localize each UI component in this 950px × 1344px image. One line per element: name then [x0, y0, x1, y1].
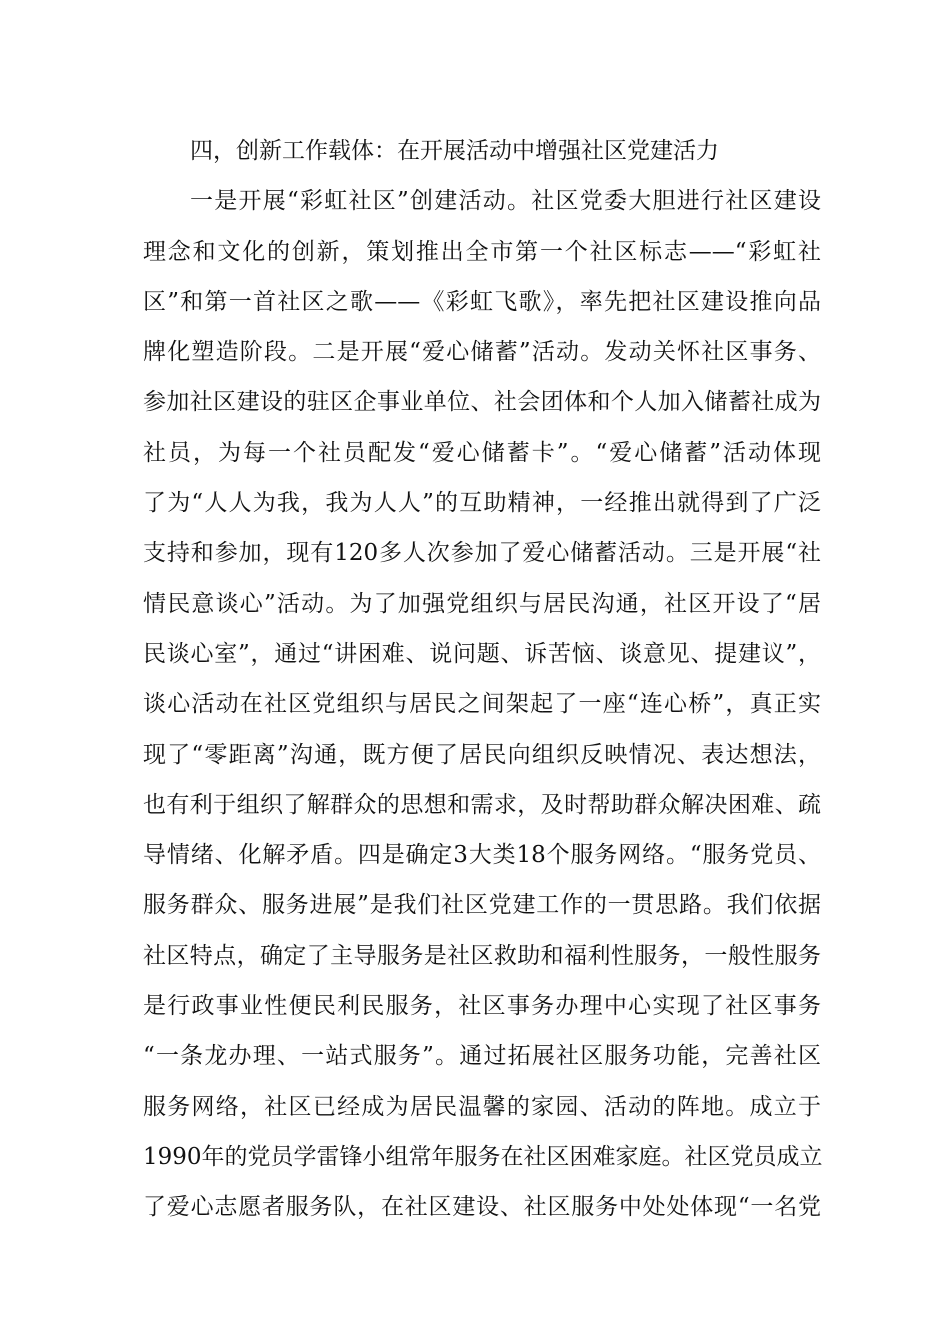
- paragraph-line: 民谈心室”，通过“讲困难、说问题、诉苦恼、谈意见、提建议”，: [143, 640, 821, 667]
- paragraph-line: 社员，为每一个社员配发“爱心储蓄卡”。“爱心储蓄”活动体现: [143, 439, 821, 466]
- paragraph-line: 1990年的党员学雷锋小组常年服务在社区困难家庭。社区党员成立: [143, 1143, 823, 1170]
- paragraph-line: 情民意谈心”活动。为了加强党组织与居民沟通，社区开设了“居: [143, 590, 821, 617]
- paragraph-line: 社区特点，确定了主导服务是社区救助和福利性服务，一般性服务: [143, 942, 821, 969]
- paragraph-line: 是行政事业性便民利民服务，社区事务办理中心实现了社区事务: [143, 993, 821, 1020]
- paragraph-line: 谈心活动在社区党组织与居民之间架起了一座“连心桥”，真正实: [143, 691, 821, 718]
- paragraph-line: 现了“零距离”沟通，既方便了居民向组织反映情况、表达想法，: [143, 741, 821, 768]
- paragraph-line: 服务网络，社区已经成为居民温馨的家园、活动的阵地。成立于: [143, 1093, 821, 1120]
- paragraph-line: 理念和文化的创新，策划推出全市第一个社区标志——“彩虹社: [143, 238, 821, 265]
- paragraph-line: 牌化塑造阶段。二是开展“爱心储蓄”活动。发动关怀社区事务、: [143, 339, 821, 366]
- paragraph-line: “一条龙办理、一站式服务”。通过拓展社区服务功能，完善社区: [143, 1043, 821, 1070]
- paragraph-line: 参加社区建设的驻区企事业单位、社会团体和个人加入储蓄社成为: [143, 389, 821, 416]
- paragraph-line: 了爱心志愿者服务队，在社区建设、社区服务中处处体现“一名党: [143, 1194, 821, 1221]
- paragraph-line: 一是开展“彩虹社区”创建活动。社区党委大胆进行社区建设: [190, 188, 821, 215]
- paragraph-line: 导情绪、化解矛盾。四是确定3大类18个服务网络。“服务党员、: [143, 842, 821, 869]
- paragraph-line: 支持和参加，现有120多人次参加了爱心储蓄活动。三是开展“社: [143, 540, 821, 567]
- paragraph-line: 也有利于组织了解群众的思想和需求，及时帮助群众解决困难、疏: [143, 791, 821, 818]
- paragraph-line: 区”和第一首社区之歌——《彩虹飞歌》，率先把社区建设推向品: [143, 288, 821, 315]
- paragraph-line: 了为“人人为我，我为人人”的互助精神，一经推出就得到了广泛: [143, 490, 821, 517]
- document-body: [143, 126, 821, 1233]
- paragraph-line: 服务群众、服务进展”是我们社区党建工作的一贯思路。我们依据: [143, 892, 821, 919]
- section-heading: 四，创新工作载体：在开展活动中增强社区党建活力: [190, 138, 719, 164]
